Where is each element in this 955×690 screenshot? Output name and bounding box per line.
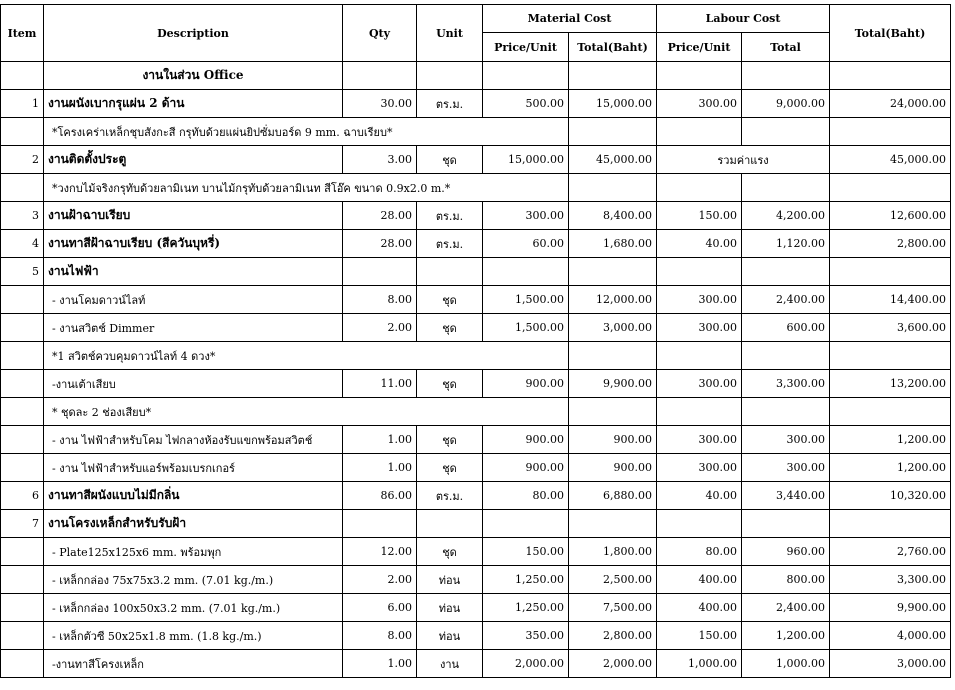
cell-material-price: 2,000.00: [483, 650, 569, 678]
cell-total: 9,900.00: [830, 594, 951, 622]
cell-unit: [417, 258, 483, 286]
cell-item: [1, 454, 44, 482]
cell-empty: [742, 174, 830, 202]
header-qty: Qty: [343, 5, 417, 62]
table-row: [1, 258, 951, 286]
cell-qty: 1.00: [343, 650, 417, 678]
cell-description: งานติดตั้งประตู: [44, 146, 343, 174]
cell-qty: [343, 62, 417, 90]
cell-empty: [742, 398, 830, 426]
cell-item: [1, 538, 44, 566]
header-description: Description: [44, 5, 343, 62]
cell-material-price: 1,500.00: [483, 286, 569, 314]
cell-total: 1,200.00: [830, 454, 951, 482]
table-row: [1, 566, 951, 594]
header-total: Total(Baht): [830, 5, 951, 62]
cell-labour-total: 1,200.00: [742, 622, 830, 650]
cell-empty: [742, 118, 830, 146]
header-item: Item: [1, 5, 44, 62]
cell-total: 45,000.00: [830, 146, 951, 174]
cell-material-price: 1,500.00: [483, 314, 569, 342]
cell-total: 14,400.00: [830, 286, 951, 314]
cell-material-total: 1,680.00: [569, 230, 657, 258]
cell-description: - เหล็กกล่อง 100x50x3.2 mm. (7.01 kg./m.): [44, 594, 343, 622]
cell-labour-price: 300.00: [657, 370, 742, 398]
cell-item: [1, 118, 44, 146]
header-material-total: Total(Baht): [569, 33, 657, 62]
cell-labour-price: [657, 258, 742, 286]
cell-description: - งาน ไฟฟ้าสำหรับโคม ไฟกลางห้องรับแขกพร้อมสวิตช์: [44, 426, 343, 454]
cell-total: 4,000.00: [830, 622, 951, 650]
cell-item: 5: [1, 258, 44, 286]
cell-unit: ตร.ม.: [417, 90, 483, 118]
cell-description: - Plate125x125x6 mm. พร้อมพุก: [44, 538, 343, 566]
cell-unit: งาน: [417, 650, 483, 678]
cell-description: งานโครงเหล็กสำหรับรับฝ้า: [44, 510, 343, 538]
cell-material-price: [483, 258, 569, 286]
cell-unit: ท่อน: [417, 566, 483, 594]
cell-labour-price: 400.00: [657, 566, 742, 594]
quotation-table: [0, 4, 951, 678]
cell-unit: ตร.ม.: [417, 202, 483, 230]
cell-labour-price: 40.00: [657, 482, 742, 510]
table-row: [1, 650, 951, 678]
cell-qty: 28.00: [343, 202, 417, 230]
cell-total: 3,000.00: [830, 650, 951, 678]
cell-qty: 1.00: [343, 454, 417, 482]
cell-item: [1, 622, 44, 650]
cell-labour-total: 600.00: [742, 314, 830, 342]
cell-description: งานไฟฟ้า: [44, 258, 343, 286]
cell-material-total: 900.00: [569, 426, 657, 454]
cell-item: [1, 314, 44, 342]
cell-labour-price: 400.00: [657, 594, 742, 622]
header-labour-price-unit: Price/Unit: [657, 33, 742, 62]
cell-material-total: 15,000.00: [569, 90, 657, 118]
table-row: [1, 370, 951, 398]
cell-description: งานฝ้าฉาบเรียบ: [44, 202, 343, 230]
table-row: [1, 454, 951, 482]
cell-labour-total: 3,440.00: [742, 482, 830, 510]
cell-unit: ชุด: [417, 314, 483, 342]
cell-empty: [830, 118, 951, 146]
cell-total: [830, 62, 951, 90]
cell-unit: ชุด: [417, 370, 483, 398]
cell-labour-total: 300.00: [742, 426, 830, 454]
cell-total: 12,600.00: [830, 202, 951, 230]
cell-material-total: 2,800.00: [569, 622, 657, 650]
cell-item: [1, 174, 44, 202]
cell-item: 6: [1, 482, 44, 510]
cell-description: งานผนังเบากรุแผ่น 2 ด้าน: [44, 90, 343, 118]
cell-unit: ตร.ม.: [417, 230, 483, 258]
cell-qty: 2.00: [343, 566, 417, 594]
cell-total: 1,200.00: [830, 426, 951, 454]
table-row: [1, 482, 951, 510]
cell-total: 24,000.00: [830, 90, 951, 118]
cell-labour-price: 40.00: [657, 230, 742, 258]
cell-empty: [569, 174, 657, 202]
table-row: [1, 594, 951, 622]
cell-material-total: 9,900.00: [569, 370, 657, 398]
cell-unit: ชุด: [417, 454, 483, 482]
table-row: [1, 230, 951, 258]
cell-empty: [830, 174, 951, 202]
cell-material-price: 900.00: [483, 426, 569, 454]
cell-unit: ชุด: [417, 538, 483, 566]
cell-material-total: [569, 62, 657, 90]
cell-unit: [417, 510, 483, 538]
cell-material-price: [483, 62, 569, 90]
header-labour-cost: Labour Cost: [657, 5, 830, 33]
cell-total: [830, 510, 951, 538]
cell-material-price: 900.00: [483, 370, 569, 398]
cell-qty: 8.00: [343, 286, 417, 314]
cell-item: 7: [1, 510, 44, 538]
cell-item: [1, 62, 44, 90]
cell-empty: [657, 118, 742, 146]
cell-labour-total: 800.00: [742, 566, 830, 594]
cell-empty: [830, 398, 951, 426]
table-row: [1, 286, 951, 314]
cell-description: - เหล็กกล่อง 75x75x3.2 mm. (7.01 kg./m.): [44, 566, 343, 594]
cell-material-price: 15,000.00: [483, 146, 569, 174]
cell-qty: 6.00: [343, 594, 417, 622]
cell-item: [1, 286, 44, 314]
cell-labour-total: [742, 62, 830, 90]
cell-material-total: [569, 510, 657, 538]
cell-material-price: 350.00: [483, 622, 569, 650]
cell-material-price: 60.00: [483, 230, 569, 258]
table-row: [1, 398, 951, 426]
cell-unit: ชุด: [417, 286, 483, 314]
cell-item: 3: [1, 202, 44, 230]
cell-labour-merged: รวมค่าแรง: [657, 146, 830, 174]
cell-total: 13,200.00: [830, 370, 951, 398]
cell-item: 2: [1, 146, 44, 174]
cell-total: [830, 258, 951, 286]
cell-empty: [657, 398, 742, 426]
cell-unit: ชุด: [417, 426, 483, 454]
cell-labour-total: 1,000.00: [742, 650, 830, 678]
cell-total: 2,760.00: [830, 538, 951, 566]
header-labour-total: Total: [742, 33, 830, 62]
cell-qty: 2.00: [343, 314, 417, 342]
cell-labour-total: [742, 510, 830, 538]
cell-item: [1, 370, 44, 398]
cell-qty: [343, 258, 417, 286]
cell-labour-price: 150.00: [657, 622, 742, 650]
header-material-cost: Material Cost: [483, 5, 657, 33]
cell-qty: 8.00: [343, 622, 417, 650]
cell-labour-total: 2,400.00: [742, 594, 830, 622]
cell-labour-price: 80.00: [657, 538, 742, 566]
cell-labour-price: [657, 62, 742, 90]
cell-labour-price: 300.00: [657, 286, 742, 314]
cell-labour-total: 300.00: [742, 454, 830, 482]
cell-unit: ท่อน: [417, 622, 483, 650]
cell-qty: 11.00: [343, 370, 417, 398]
table-row: [1, 62, 951, 90]
cell-material-price: 300.00: [483, 202, 569, 230]
cell-item: [1, 566, 44, 594]
cell-total: 2,800.00: [830, 230, 951, 258]
table-row: [1, 118, 951, 146]
table-row: [1, 538, 951, 566]
cell-labour-price: 300.00: [657, 454, 742, 482]
cell-material-price: 150.00: [483, 538, 569, 566]
cell-total: 3,600.00: [830, 314, 951, 342]
table-row: [1, 314, 951, 342]
cell-total: 3,300.00: [830, 566, 951, 594]
cell-item: [1, 594, 44, 622]
cell-labour-total: 4,200.00: [742, 202, 830, 230]
table-row: [1, 426, 951, 454]
table-row: [1, 510, 951, 538]
cell-total: 10,320.00: [830, 482, 951, 510]
cell-labour-total: [742, 258, 830, 286]
cell-labour-price: 1,000.00: [657, 650, 742, 678]
cell-labour-total: 9,000.00: [742, 90, 830, 118]
table-row: [1, 342, 951, 370]
cell-item: 1: [1, 90, 44, 118]
cell-empty: [657, 174, 742, 202]
table-row: [1, 174, 951, 202]
cell-item: [1, 398, 44, 426]
cell-qty: 30.00: [343, 90, 417, 118]
cell-description: -งานทาสีโครงเหล็ก: [44, 650, 343, 678]
cell-material-total: 12,000.00: [569, 286, 657, 314]
cell-description: - งานโคมดาวน์ไลท์: [44, 286, 343, 314]
cell-labour-price: 300.00: [657, 90, 742, 118]
cell-material-price: 80.00: [483, 482, 569, 510]
table-row: [1, 202, 951, 230]
cell-note: * ชุดละ 2 ช่องเสียบ*: [44, 398, 569, 426]
cell-empty: [742, 342, 830, 370]
cell-labour-price: [657, 510, 742, 538]
cell-labour-price: 300.00: [657, 314, 742, 342]
cell-empty: [657, 342, 742, 370]
cell-item: 4: [1, 230, 44, 258]
cell-material-total: 1,800.00: [569, 538, 657, 566]
cell-unit: ท่อน: [417, 594, 483, 622]
cell-empty: [830, 342, 951, 370]
cell-note: *1 สวิตช์ควบคุมดาวน์ไลท์ 4 ดวง*: [44, 342, 569, 370]
cell-description: - เหล็กตัวซี 50x25x1.8 mm. (1.8 kg./m.): [44, 622, 343, 650]
cell-material-total: 45,000.00: [569, 146, 657, 174]
cell-description: - งานสวิตช์ Dimmer: [44, 314, 343, 342]
table-row: [1, 90, 951, 118]
cell-labour-total: 1,120.00: [742, 230, 830, 258]
table-row: [1, 622, 951, 650]
table-row: [1, 146, 951, 174]
cell-material-price: 1,250.00: [483, 566, 569, 594]
cell-labour-total: 3,300.00: [742, 370, 830, 398]
cell-qty: [343, 510, 417, 538]
cell-note: *โครงเคร่าเหล็กชุบสังกะสี กรุทับด้วยแผ่นยิปซั่มบอร์ด 9 mm. ฉาบเรียบ*: [44, 118, 569, 146]
cell-qty: 12.00: [343, 538, 417, 566]
cell-description: งานทาสีฝ้าฉาบเรียบ (สีควันบุหรี่): [44, 230, 343, 258]
cell-qty: 86.00: [343, 482, 417, 510]
cell-unit: [417, 62, 483, 90]
cell-qty: 1.00: [343, 426, 417, 454]
cell-description: - งาน ไฟฟ้าสำหรับแอร์พร้อมเบรกเกอร์: [44, 454, 343, 482]
cell-description: งานในส่วน Office: [44, 62, 343, 90]
cell-unit: ชุด: [417, 146, 483, 174]
cell-labour-total: 2,400.00: [742, 286, 830, 314]
cell-description: -งานเต้าเสียบ: [44, 370, 343, 398]
header-unit: Unit: [417, 5, 483, 62]
cell-empty: [569, 342, 657, 370]
cell-material-price: 1,250.00: [483, 594, 569, 622]
header-material-price-unit: Price/Unit: [483, 33, 569, 62]
cell-material-total: 6,880.00: [569, 482, 657, 510]
cell-qty: 3.00: [343, 146, 417, 174]
cell-material-price: [483, 510, 569, 538]
table-body: [1, 62, 951, 678]
cell-empty: [569, 398, 657, 426]
cell-note: *วงกบไม้จริงกรุทับด้วยลามิเนท บานไม้กรุทับด้วยลามิเนท สีโอ๊ค ขนาด 0.9x2.0 m.*: [44, 174, 569, 202]
cell-material-total: 7,500.00: [569, 594, 657, 622]
cell-material-total: [569, 258, 657, 286]
cell-material-total: 2,000.00: [569, 650, 657, 678]
cell-labour-total: 960.00: [742, 538, 830, 566]
cell-item: [1, 426, 44, 454]
cell-material-total: 900.00: [569, 454, 657, 482]
cell-item: [1, 650, 44, 678]
cell-material-total: 2,500.00: [569, 566, 657, 594]
cell-item: [1, 342, 44, 370]
cell-labour-price: 150.00: [657, 202, 742, 230]
cell-material-total: 3,000.00: [569, 314, 657, 342]
cell-qty: 28.00: [343, 230, 417, 258]
cell-empty: [569, 118, 657, 146]
cell-material-price: 500.00: [483, 90, 569, 118]
cell-description: งานทาสีผนังแบบไม่มีกลิ่น: [44, 482, 343, 510]
cell-material-total: 8,400.00: [569, 202, 657, 230]
cell-unit: ตร.ม.: [417, 482, 483, 510]
cell-material-price: 900.00: [483, 454, 569, 482]
cell-labour-price: 300.00: [657, 426, 742, 454]
